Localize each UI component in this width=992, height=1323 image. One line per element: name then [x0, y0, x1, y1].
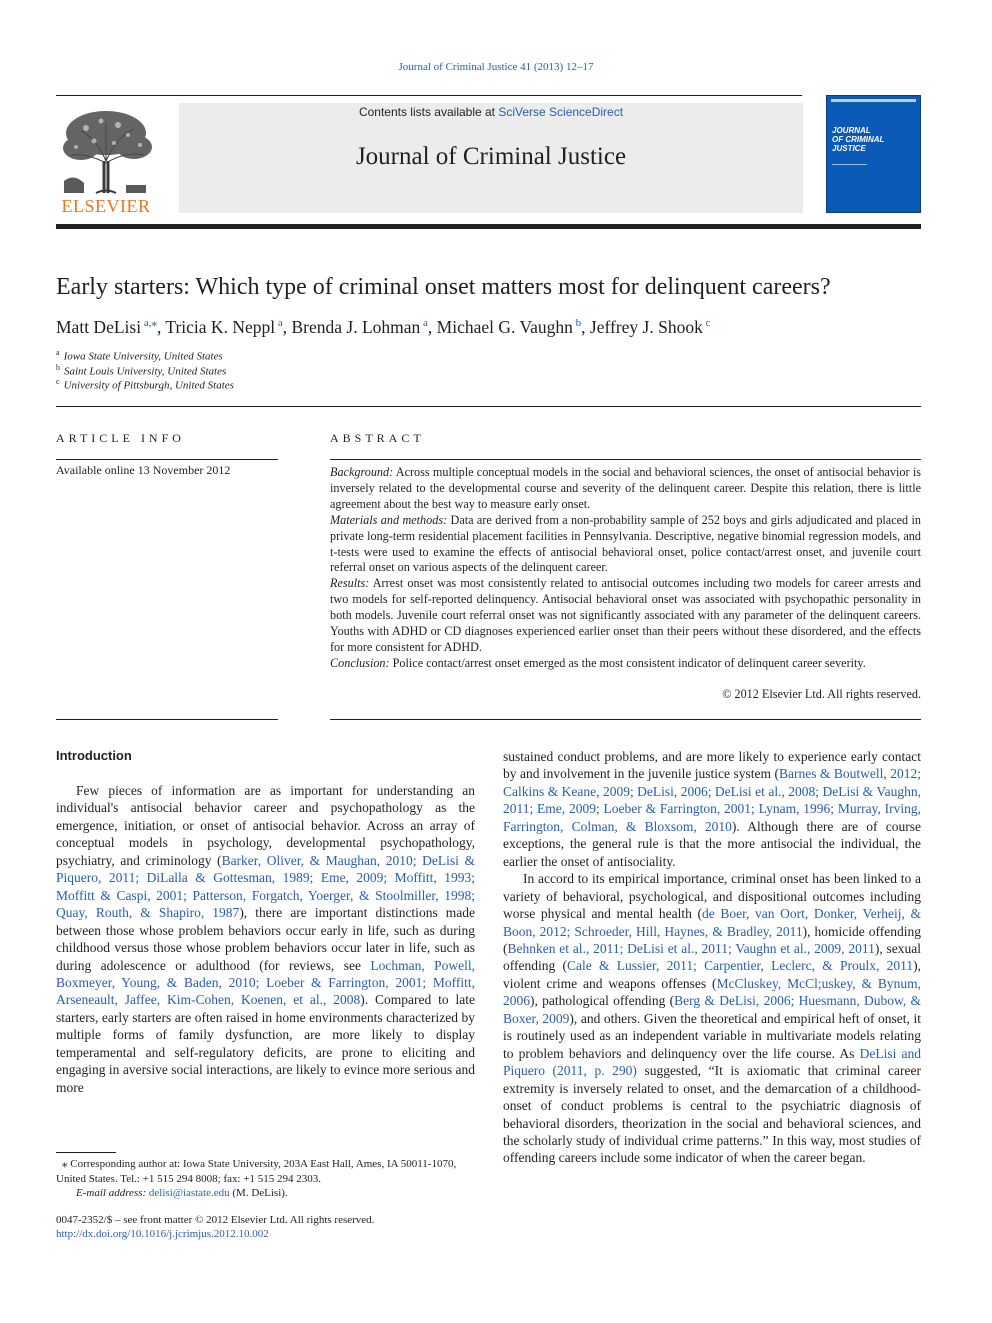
footnote [56, 1157, 475, 1201]
affiliation-marker: b [56, 363, 60, 372]
paragraph-text: ). Although there are of course exceptions, the general rule is that the more antisocial the individual, the earlier the onset of antisociality. [503, 818, 921, 869]
header-thick-rule [56, 224, 921, 229]
abstract-body [330, 465, 921, 672]
paragraph-text: suggested, “It is axiomatic that criminal career extremity is inversely related to onset, and the demarcation of a childhood-onset of conduct problems is central to the psychiatric diagnosis of behavioral disorders, theorization in the social and behavioral sciences, and the scholarly study of individual crime patterns.” In this way, most studies of offending careers include some indicator of when the career began. [503, 1063, 921, 1166]
contents-line [179, 105, 803, 119]
citation-link[interactable]: Behnken et al., 2011; DeLisi et al., 2011; Vaughn et al., 2009, 2011 [507, 940, 875, 956]
paragraph-text: Few pieces of information are as important for understanding an individual's antisocial behavior career and psychopathology as the emergence, initiation, or onset of antisocial behavior. Across an array of conceptual models in psychology, developmental psychopathology, psychiatry, and criminology ( [56, 783, 475, 868]
author-list [56, 316, 926, 338]
elsevier-wordmark: ELSEVIER [61, 196, 151, 216]
introduction-heading: Introduction [56, 748, 132, 763]
abstract-results [330, 576, 921, 656]
author-name[interactable]: Brenda J. Lohman [291, 316, 421, 337]
corresponding-author-note: ⁎ Corresponding author at: Iowa State University, 203A East Hall, Ames, IA 50011-1070, United States. Tel.: +1 515 294 8008; fax: +1 515 294 2303. [56, 1158, 457, 1185]
author-separator: , [156, 316, 166, 337]
affiliation [56, 377, 234, 392]
contents-prefix: Contents lists available at [358, 105, 499, 119]
journal-masthead [179, 103, 803, 213]
abstract-label: Results: [330, 576, 370, 591]
author-name[interactable]: Matt DeLisi [56, 316, 142, 337]
sciencedirect-link[interactable]: SciVerse ScienceDirect [498, 105, 624, 119]
abstract-conclusion [330, 656, 921, 672]
article-info-bottom-rule [56, 719, 278, 720]
author-separator: , [282, 316, 292, 337]
issn-line: 0047-2352/$ – see front matter © 2012 Elsevier Ltd. All rights reserved. [56, 1214, 375, 1226]
author-separator: , [581, 316, 590, 337]
abstract-text: Arrest onset was most consistently related to antisocial outcomes including two models for career arrests and two models for self-reported delinquency. Antisocial behavioral onset was associated with psychopathic personality in both models. Juvenile court referral onset was not significantly associated with any parameter of the delinquent careers. Youths with ADHD or CD diagnoses experienced earlier onset than their peers without these disordered, and the effects for more consistent for ADHD. [330, 576, 921, 654]
paragraph-text: ), and others. Given the theoretical and empirical heft of onset, it is routinely used as an independent variable in multivariate models relating to problem behaviors and delinquency over the life course. As [503, 1010, 921, 1061]
author-affiliation-marker[interactable]: c [702, 317, 711, 329]
paragraph [503, 870, 921, 1167]
email-link[interactable]: delisi@iastate.edu [148, 1187, 230, 1199]
affiliation-text: Saint Louis University, United States [64, 365, 227, 378]
abstract-heading: ABSTRACT [330, 431, 425, 445]
paragraph-text: ), sexual offending ( [503, 940, 922, 974]
cover-rule [832, 164, 867, 165]
cover-strip [831, 99, 916, 102]
doi-link[interactable]: http://dx.doi.org/10.1016/j.jcrimjus.2012.10.002 [56, 1228, 269, 1240]
citation-link[interactable]: Cale & Lussier, 2011; Carpentier, Leclerc, & Proulx, 2011 [567, 958, 914, 974]
abstract-label: Materials and methods: [330, 512, 448, 527]
affiliation [56, 348, 223, 363]
abstract-text: Data are derived from a non-probability sample of 252 boys and girls adjudicated and placed in private long-term residential placement facilities in Pennsylvania. Descriptive, negative binomial regression models, and t-tests were used to examine the effects of antisocial behavioral onset, police contact/arrest onset, and juvenile court referral onset on various aspects of the delinquent career. [330, 512, 921, 575]
citation-link[interactable]: de Boer, van Oort, Donker, Verheij, & Boon, 2012; Schroeder, Hill, Haynes, & Bradley, 2011 [503, 906, 921, 939]
author-affiliation-marker[interactable]: a,⁎ [141, 317, 157, 329]
abstract-background [330, 465, 921, 513]
author-separator: , [427, 316, 437, 337]
cover-title-line: OF CRIMINAL [832, 135, 885, 144]
abstract-rule [330, 459, 921, 460]
citation-link[interactable]: Berg & DeLisi, 2006; Huesmann, Dubow, & Boxer, 2009 [503, 993, 921, 1026]
citation-link[interactable]: McCluskey, McCl;uskey, & Bynum, 2006 [503, 975, 921, 1009]
author-affiliation-marker[interactable]: a [420, 317, 428, 329]
paragraph-text: ), violent crime and weapons offenses ( [503, 958, 921, 991]
paragraph [56, 782, 475, 1096]
author-name[interactable]: Jeffrey J. Shook [589, 316, 703, 337]
body-column-right [503, 748, 921, 1167]
paragraph-text: ), pathological offending ( [530, 993, 675, 1009]
header-rule [56, 95, 802, 96]
affiliation-text: Iowa State University, United States [63, 350, 223, 363]
journal-title[interactable]: Journal of Criminal Justice [355, 143, 627, 170]
email-suffix: (M. DeLisi). [229, 1187, 288, 1199]
abstract-text: Across multiple conceptual models in the social and behavioral sciences, the onset of antisocial behavior is inversely related to the developmental course and severity of the delinquent career. Despite this relation, there is little agreement about the best way to measure early onset. [330, 465, 921, 511]
article-title: Early starters: Which type of criminal onset matters most for delinquent careers? [56, 274, 831, 300]
abstract-bottom-rule [330, 719, 921, 720]
affiliation-marker: c [56, 377, 60, 386]
footnote-rule [56, 1152, 116, 1153]
journal-cover-thumbnail[interactable] [826, 95, 921, 213]
affiliation-marker: a [56, 348, 60, 357]
abstract-label: Background: [330, 465, 394, 479]
cover-title-line: JUSTICE [832, 144, 866, 153]
copyright-notice: © 2012 Elsevier Ltd. All rights reserved. [722, 687, 921, 701]
abstract-text: Police contact/arrest onset emerged as the most consistent indicator of delinquent career severity. [389, 655, 866, 670]
citation-link[interactable]: DeLisi and Piquero (2011, p. 290) [503, 1045, 921, 1079]
author-affiliation-marker[interactable]: a [275, 317, 283, 329]
article-info-rule [56, 459, 278, 460]
author-name[interactable]: Tricia K. Neppl [165, 316, 276, 337]
citation-link[interactable]: Lochman, Powell, Boxmeyer, Young, & Baden, 2010; Loeber & Farrington, 2001; Moffitt, Arseneault, Jaffee, Kim-Cohen, Koenen, et al., 2008 [56, 957, 475, 1008]
email-line [56, 1186, 475, 1201]
abstract-label: Conclusion: [330, 655, 390, 670]
cover-title-line: JOURNAL [832, 126, 871, 135]
available-online-date: Available online 13 November 2012 [56, 463, 231, 477]
paragraph-text: ), there are important distinctions made between those whose problem behaviors occur early in life, such as during childhood versus those whose problem behaviors occur later in life, such as during adolescence or adulthood (for reviews, see [56, 905, 476, 973]
section-rule [56, 406, 921, 407]
affiliation [56, 363, 226, 378]
email-label: E-mail address: [76, 1187, 149, 1199]
journal-reference[interactable]: Journal of Criminal Justice 41 (2013) 12–17 [398, 61, 594, 73]
affiliation-text: University of Pittsburgh, United States [63, 379, 234, 392]
paragraph-text: sustained conduct problems, and are more likely to experience early contact by and involvement in the juvenile justice system ( [503, 749, 921, 782]
citation-link[interactable]: Barker, Oliver, & Maughan, 2010; DeLisi & Piquero, 2011; DiLalla & Gottesman, 1989; Eme, 2009; Moffitt, 1993; Moffitt & Caspi, 2001; Patterson, Forgatch, Yoerger, & Stoolmiller, 1998; Quay, Routh, & Shapiro, 1987 [56, 852, 475, 921]
article-info-heading: ARTICLE INFO [56, 431, 185, 445]
paragraph-text: ), homicide offending ( [503, 923, 921, 956]
paragraph-text: ). Compared to late starters, early starters are often raised in home environments characterized by multiple forms of family dysfunction, are more likely to display temperamental and self-regulatory deficits, are prone to eliciting and engaging in aversive social interactions, are likely to evince more serious and more [56, 992, 476, 1095]
author-name[interactable]: Michael G. Vaughn [436, 316, 573, 337]
paragraph [503, 748, 921, 870]
cover-title [832, 126, 884, 153]
paragraph-text: In accord to its empirical importance, criminal onset has been linked to a variety of behavioral, psychological, and dispositional outcomes including worse physical and mental health ( [503, 871, 921, 922]
citation-link[interactable]: Barnes & Boutwell, 2012; Calkins & Keane, 2009; DeLisi, 2006; DeLisi et al., 2008; DeLisi & Vaughn, 2011; Eme, 2009; Loeber & Farrington, 2001; Lynam, 1996; Murray, Irving, Farrington, Colman, & Bloxsom, 2010 [503, 766, 921, 834]
body-column-left [56, 782, 475, 1096]
abstract-methods [330, 513, 921, 577]
author-affiliation-marker[interactable]: b [572, 317, 582, 329]
